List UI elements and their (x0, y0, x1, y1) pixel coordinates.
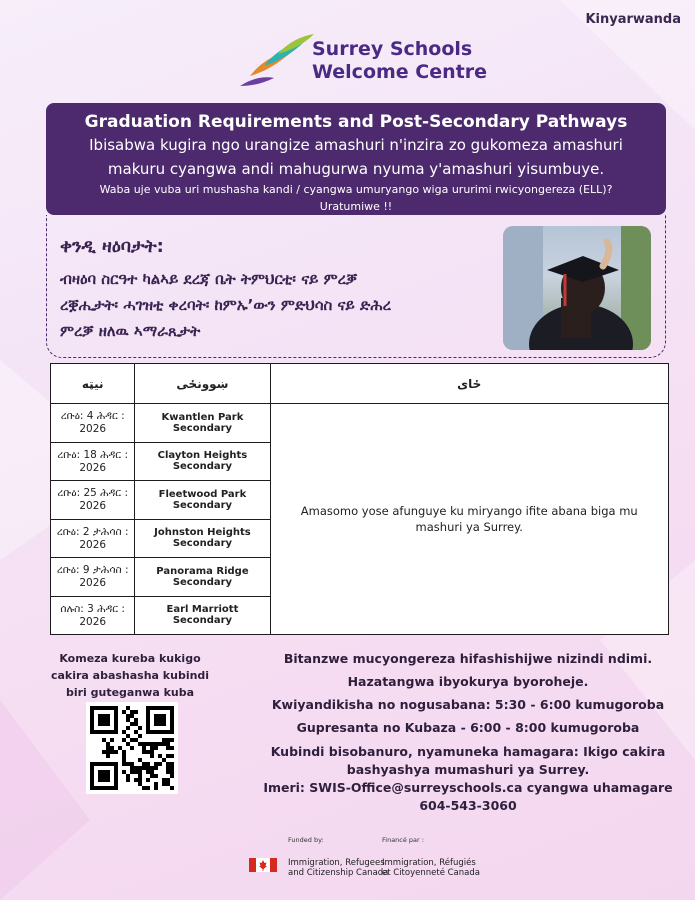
info-line-4: Gupresanta no Kubaza - 6:00 - 8:00 kumugoroba (296, 720, 640, 735)
ircc-english-name (288, 858, 388, 878)
location-cell: Amasomo yose afunguye ku miryango ifite abana biga mu mashuri ya Surrey. (270, 404, 669, 635)
graduate-illustration-icon (503, 226, 651, 350)
intro-line-3: ምረቓ ዘለዉ ኣማራጺታት (60, 322, 201, 340)
banner-subtitle-line-2: makuru cyangwa andi mahugurwa nyuma y'amashuri yisumbuye. (107, 160, 605, 178)
info-line-1: Bitanzwe mucyongereza hifashishijwe nizindi ndimi. (283, 651, 653, 666)
title-banner (46, 103, 666, 215)
header-location: ځای (270, 364, 669, 404)
funded-by-label: Funded by: (288, 836, 324, 844)
info-line-2: Hazatangwa ibyokurya byoroheje. (347, 674, 589, 689)
finance-par-label: Financé par : (382, 836, 424, 844)
qr-code[interactable] (86, 702, 178, 794)
row-school: Earl Marriott Secondary (135, 596, 270, 635)
intro-heading: ቀንዲ ዛዕባታት: (60, 236, 164, 257)
info-email[interactable]: Imeri: SWIS-Office@surreyschools.ca cyangwa uhamagare (263, 780, 673, 795)
header-school: ښوونځی (135, 364, 270, 404)
banner-note-line-1: Waba uje vuba uri mushasha kandi / cyangwa umuryango wiga ururimi rwicyongereza (ELL)? (99, 183, 613, 196)
info-line-3: Kwiyandikisha no nogusabana: 5:30 - 6:00 kumugoroba (271, 697, 665, 712)
row-date: ረቡዕ: 2 ታሕሳስ : 2026 (51, 519, 135, 558)
ircc-french-line-1: Immigration, Réfugiés (382, 858, 476, 868)
schedule-table (50, 363, 669, 635)
banner-note-line-2: Uratumiwe !! (319, 200, 393, 213)
table-header-row (51, 364, 669, 404)
ircc-english-line-2: and Citizenship Canada (288, 868, 389, 878)
row-date: ረቡዕ: 9 ታሕሳስ : 2026 (51, 558, 135, 597)
language-label: Kinyarwanda (585, 12, 681, 27)
info-phone[interactable]: 604-543-3060 (419, 798, 517, 813)
table-row (51, 404, 669, 443)
row-date: ረቡዕ: 4 ሕዳር : 2026 (51, 404, 135, 443)
row-school: Clayton Heights Secondary (135, 442, 270, 481)
logo-line-2: Welcome Centre (312, 61, 487, 83)
ircc-french-line-2: et Citoyenneté Canada (382, 868, 480, 878)
logo-mark-icon (236, 32, 316, 92)
intro-line-1: ብዛዕባ ስርዓተ ካልኣይ ደረጃ ቤት ትምህርቲ፡ ናይ ምረቓ (60, 270, 358, 288)
qr-caption: Komeza kureba kukigo cakira abashasha kubindi biri guteganwa kuba (50, 652, 210, 699)
ircc-english-line-1: Immigration, Refugees (288, 858, 385, 868)
row-date: ረቡዕ: 25 ሕዳር : 2026 (51, 481, 135, 520)
row-school: Fleetwood Park Secondary (135, 481, 270, 520)
surrey-schools-logo (236, 32, 496, 92)
row-date: ሰሉስ: 3 ሕዳር : 2026 (51, 596, 135, 635)
row-date: ረቡዕ: 18 ሕዳር : 2026 (51, 442, 135, 481)
row-school: Johnston Heights Secondary (135, 519, 270, 558)
intro-line-2: ረቛሒታት፡ ሓገዝቲ ቀረባት፡ ከምኡ’ውን ምድህሳስ ናይ ድሕረ (60, 296, 391, 314)
banner-title: Graduation Requirements and Post-Secondary Pathways (84, 112, 628, 132)
ircc-french-name (382, 858, 480, 878)
row-school: Panorama Ridge Secondary (135, 558, 270, 597)
header-date: نیټه (51, 364, 135, 404)
banner-subtitle-line-1: Ibisabwa kugira ngo urangize amashuri n'inzira zo gukomeza amashuri (89, 136, 623, 154)
qr-code-icon (90, 706, 174, 790)
canada-flag-icon (249, 858, 277, 872)
info-line-6: bashyashya mumashuri ya Surrey. (346, 762, 590, 777)
info-line-5: Kubindi bisobanuro, nyamuneka hamagara: Ikigo cakira (270, 744, 666, 759)
intro-body (60, 266, 470, 344)
row-school: Kwantlen Park Secondary (135, 404, 270, 443)
graduate-photo (503, 226, 651, 350)
logo-line-1: Surrey Schools (312, 38, 473, 60)
